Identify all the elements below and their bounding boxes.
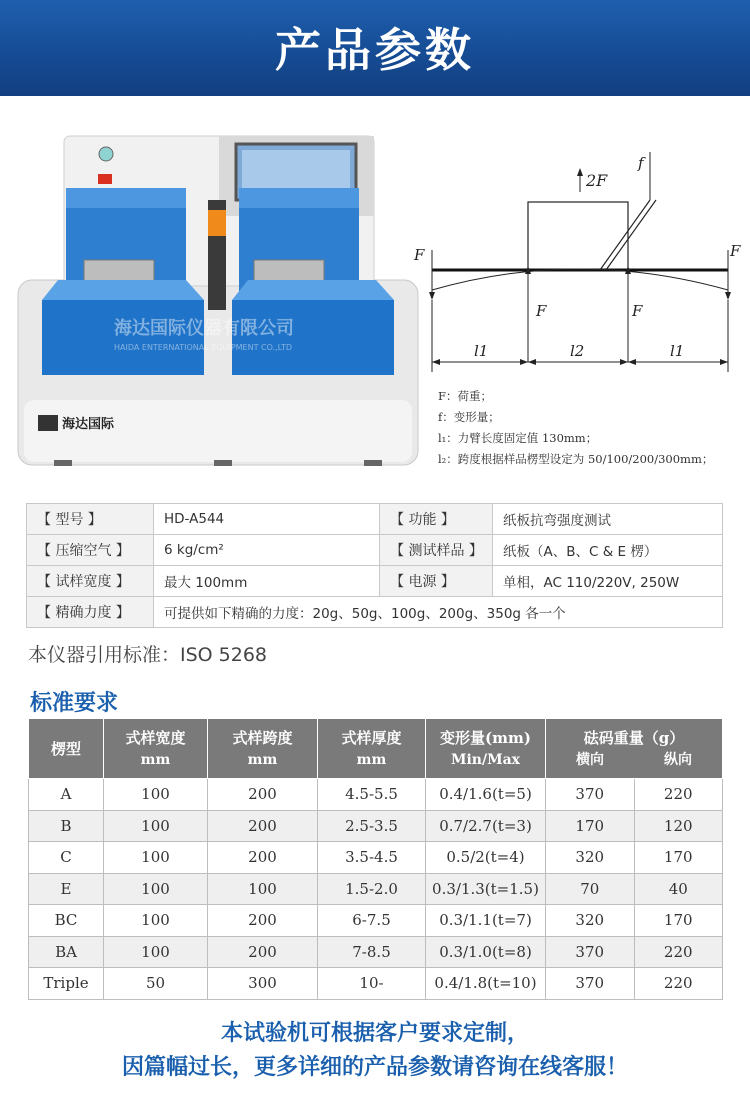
machine-logo: 海达国际 [62, 417, 115, 432]
table-cell: 370 [546, 968, 635, 1000]
table-cell: 0.3/1.3(t=1.5) [426, 873, 546, 905]
force-mid-left-label: F [536, 302, 547, 320]
table-cell: 7-8.5 [318, 936, 426, 968]
table-cell: 0.7/2.7(t=3) [426, 810, 546, 842]
table-row [29, 779, 723, 811]
bending-diagram [410, 140, 750, 385]
spec-value: 可提供如下精确的力度：20g、50g、100g、200g、350g 各一个 [154, 597, 723, 628]
table-cell: 320 [546, 905, 635, 937]
page-title: 产品参数 [275, 23, 475, 77]
requirements-table [28, 718, 723, 1000]
table-cell: 120 [634, 810, 723, 842]
col-header-span: 式样跨度 mm [208, 719, 318, 779]
l2-label: l2 [570, 342, 585, 360]
machine-image [14, 130, 422, 470]
table-cell: 6-7.5 [318, 905, 426, 937]
table-cell: 170 [634, 905, 723, 937]
legend-item: l₁：力臂长度固定值 130mm； [438, 431, 598, 445]
col-header-width: 式样宽度 mm [104, 719, 208, 779]
table-cell: 2.5-3.5 [318, 810, 426, 842]
col-header-weight: 砝码重量（g） 横向 纵向 [546, 719, 723, 779]
table-cell: E [29, 873, 104, 905]
l1-right-label: l1 [670, 342, 685, 360]
table-cell: 70 [546, 873, 635, 905]
spec-row [27, 504, 723, 535]
table-cell: 200 [208, 936, 318, 968]
table-cell: 300 [208, 968, 318, 1000]
table-row [29, 968, 723, 1000]
spec-key: 【 型号 】 [27, 504, 154, 535]
spec-key: 【 电源 】 [380, 566, 493, 597]
diagram-legend [438, 386, 748, 470]
spec-key: 【 精确力度 】 [27, 597, 154, 628]
table-cell: Triple [29, 968, 104, 1000]
table-cell: 0.5/2(t=4) [426, 842, 546, 874]
table-row [29, 905, 723, 937]
legend-item: l₂：跨度根据样品楞型设定为 50/100/200/300mm； [438, 452, 714, 466]
table-cell: 40 [634, 873, 723, 905]
spec-value: HD-A544 [154, 504, 380, 535]
section-title: 标准要求 [30, 691, 119, 716]
table-cell: 100 [104, 810, 208, 842]
legend-item: f：变形量； [438, 410, 500, 424]
col-header-thickness: 式样厚度 mm [318, 719, 426, 779]
spec-value: 纸板（A、B、C & E 楞） [493, 535, 723, 566]
table-cell: 200 [208, 779, 318, 811]
table-cell: 100 [104, 936, 208, 968]
legend-item: F：荷重； [438, 389, 492, 403]
spec-value: 纸板抗弯强度测试 [493, 504, 723, 535]
spec-value: 6 kg/cm² [154, 535, 380, 566]
table-cell: 370 [546, 936, 635, 968]
table-cell: 0.4/1.8(t=10) [426, 968, 546, 1000]
table-cell: 200 [208, 810, 318, 842]
table-cell: 100 [104, 842, 208, 874]
col-header-flute: 楞型 [29, 719, 104, 779]
table-cell: 320 [546, 842, 635, 874]
deform-f-label: f [638, 154, 644, 172]
spec-key: 【 压缩空气 】 [27, 535, 154, 566]
table-cell: 220 [634, 936, 723, 968]
table-cell: 4.5-5.5 [318, 779, 426, 811]
table-cell: 10- [318, 968, 426, 1000]
spec-key: 【 试样宽度 】 [27, 566, 154, 597]
table-cell: 0.3/1.0(t=8) [426, 936, 546, 968]
force-right-label: F [730, 242, 741, 260]
table-cell: 200 [208, 842, 318, 874]
table-row [29, 873, 723, 905]
spec-row [27, 597, 723, 628]
table-cell: C [29, 842, 104, 874]
table-cell: BA [29, 936, 104, 968]
spec-key: 【 测试样品 】 [380, 535, 493, 566]
col-header-deformation: 变形量(mm) Min/Max [426, 719, 546, 779]
force-2f-label: 2F [586, 171, 608, 190]
table-cell: 370 [546, 779, 635, 811]
table-cell: 170 [546, 810, 635, 842]
table-cell: 0.4/1.6(t=5) [426, 779, 546, 811]
standard-reference: 本仪器引用标准：ISO 5268 [28, 644, 268, 666]
table-cell: 3.5-4.5 [318, 842, 426, 874]
table-cell: 100 [104, 905, 208, 937]
table-cell: 200 [208, 905, 318, 937]
table-cell: 100 [208, 873, 318, 905]
machine-watermark: 海达国际仪器有限公司 [114, 318, 294, 339]
spec-value: 单相，AC 110/220V, 250W [493, 566, 723, 597]
table-row [29, 936, 723, 968]
table-cell: 0.3/1.1(t=7) [426, 905, 546, 937]
machine-watermark-en: HAIDA ENTERNATIONAL EQUIPMENT CO.,LTD [114, 343, 293, 352]
table-cell: 220 [634, 968, 723, 1000]
table-cell: 1.5-2.0 [318, 873, 426, 905]
table-cell: 100 [104, 779, 208, 811]
spec-row [27, 566, 723, 597]
table-cell: 100 [104, 873, 208, 905]
l1-left-label: l1 [474, 342, 489, 360]
table-row [29, 842, 723, 874]
spec-key: 【 功能 】 [380, 504, 493, 535]
table-cell: 170 [634, 842, 723, 874]
header-banner [0, 0, 750, 96]
force-mid-right-label: F [632, 302, 643, 320]
table-cell: 50 [104, 968, 208, 1000]
footer-line-2: 因篇幅过长，更多详细的产品参数请咨询在线客服！ [121, 1055, 628, 1080]
table-cell: A [29, 779, 104, 811]
spec-value: 最大 100mm [154, 566, 380, 597]
table-cell: 220 [634, 779, 723, 811]
spec-row [27, 535, 723, 566]
table-cell: B [29, 810, 104, 842]
spec-table [26, 503, 723, 628]
table-cell: BC [29, 905, 104, 937]
force-left-label: F [414, 246, 425, 264]
footer-line-1: 本试验机可根据客户要求定制， [220, 1021, 529, 1046]
table-row [29, 810, 723, 842]
